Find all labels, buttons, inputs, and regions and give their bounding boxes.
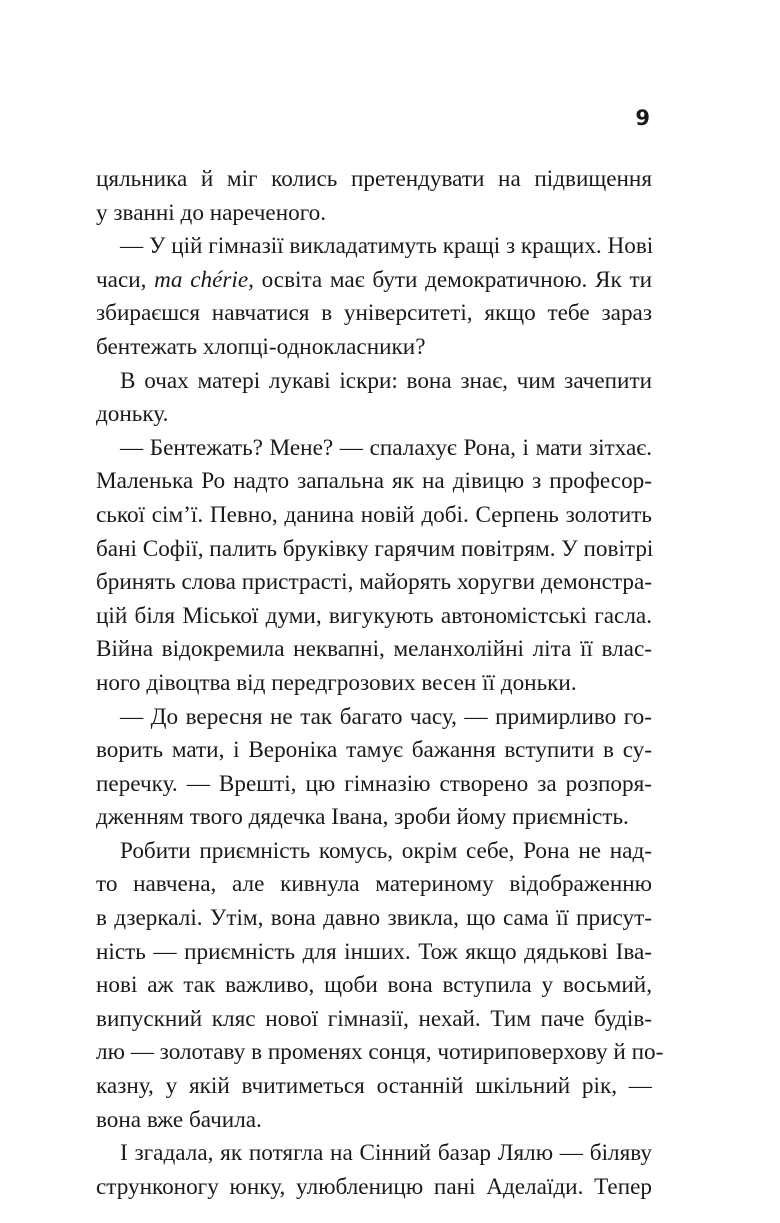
text-line: — До вересня не так багато часу, — примирливо го-	[120, 703, 652, 730]
text-line: лю — золотаву в променях сонця, чотириповерхову й по-	[96, 1039, 664, 1066]
text-line: бентежать хлопці-однокласники?	[96, 333, 426, 360]
text-line: перечку. — Врешті, цю гімназію створено за розпоря-	[96, 770, 652, 797]
text-line: цяльника й міг колись претендувати на підвищення	[96, 166, 652, 192]
text-line: — У цій гімназії викладатимуть кращі з кращих. Нові	[120, 233, 654, 260]
text-line	[96, 264, 652, 298]
text-line: Маленька Ро надто запальна як на дівицю з професор-	[96, 468, 652, 495]
text-line: Війна відокремила неквапні, меланхолійні літа її влас-	[96, 636, 652, 663]
body-text	[96, 163, 664, 1204]
text-line: доньку.	[96, 401, 169, 428]
text-segment: освіта має бути демократичною. Як ти	[253, 266, 652, 293]
text-line: цій біля Міської думи, вигукують автономістські гасла.	[96, 602, 652, 629]
text-line: ської сім’ї. Певно, данина новій добі. Серпень золотить	[96, 501, 652, 528]
text-segment: часи,	[96, 266, 155, 293]
text-line: у званні до нареченого.	[96, 199, 327, 226]
text-line: в дзеркалі. Утім, вона давно звикла, що сама її присут-	[96, 905, 652, 932]
text-line: збираєшся навчатися в університеті, якщо тебе зараз	[96, 300, 652, 327]
text-line: І згадала, як потягла на Сінний базар Лялю — біляву	[120, 1140, 652, 1167]
italic-phrase: ma chérie,	[154, 266, 254, 293]
text-line: то навчена, але кивнула материному відображенню	[96, 871, 652, 898]
text-line: струнконогу юнку, улюбленицю пані Аделаїди. Тепер	[96, 1173, 652, 1200]
text-line: — Бентежать? Мене? — спалахує Рона, і мати зітхає.	[120, 434, 652, 461]
page-number: 9	[635, 106, 650, 130]
text-line: Робити приємність комусь, окрім себе, Рона не над-	[120, 837, 652, 864]
text-line: казну, у якій вчитиметься останній шкільний рік, —	[96, 1073, 652, 1100]
text-line: бані Софії, палить бруківку гарячим повітрям. У повітрі	[96, 535, 654, 562]
text-line: вона вже бачила.	[96, 1106, 262, 1133]
text-line: дженням твого дядечка Івана, зроби йому приємність.	[96, 804, 629, 831]
text-line: ність — приємність для інших. Тож якщо дядькові Іва-	[96, 938, 652, 965]
text-line: нові аж так важливо, щоби вона вступила у восьмий,	[96, 972, 652, 999]
text-line: ного дівоцтва від передгрозових весен її доньки.	[96, 669, 577, 696]
text-line: бринять слова пристрасті, майорять хоругви демонстра-	[96, 569, 652, 596]
text-line: ворить мати, і Вероніка тамує бажання вступити в су-	[96, 737, 652, 764]
text-line: випускний кляс нової гімназії, нехай. Тим паче будів-	[96, 1005, 652, 1032]
text-line: В очах матері лукаві іскри: вона знає, чим зачепити	[120, 367, 652, 394]
